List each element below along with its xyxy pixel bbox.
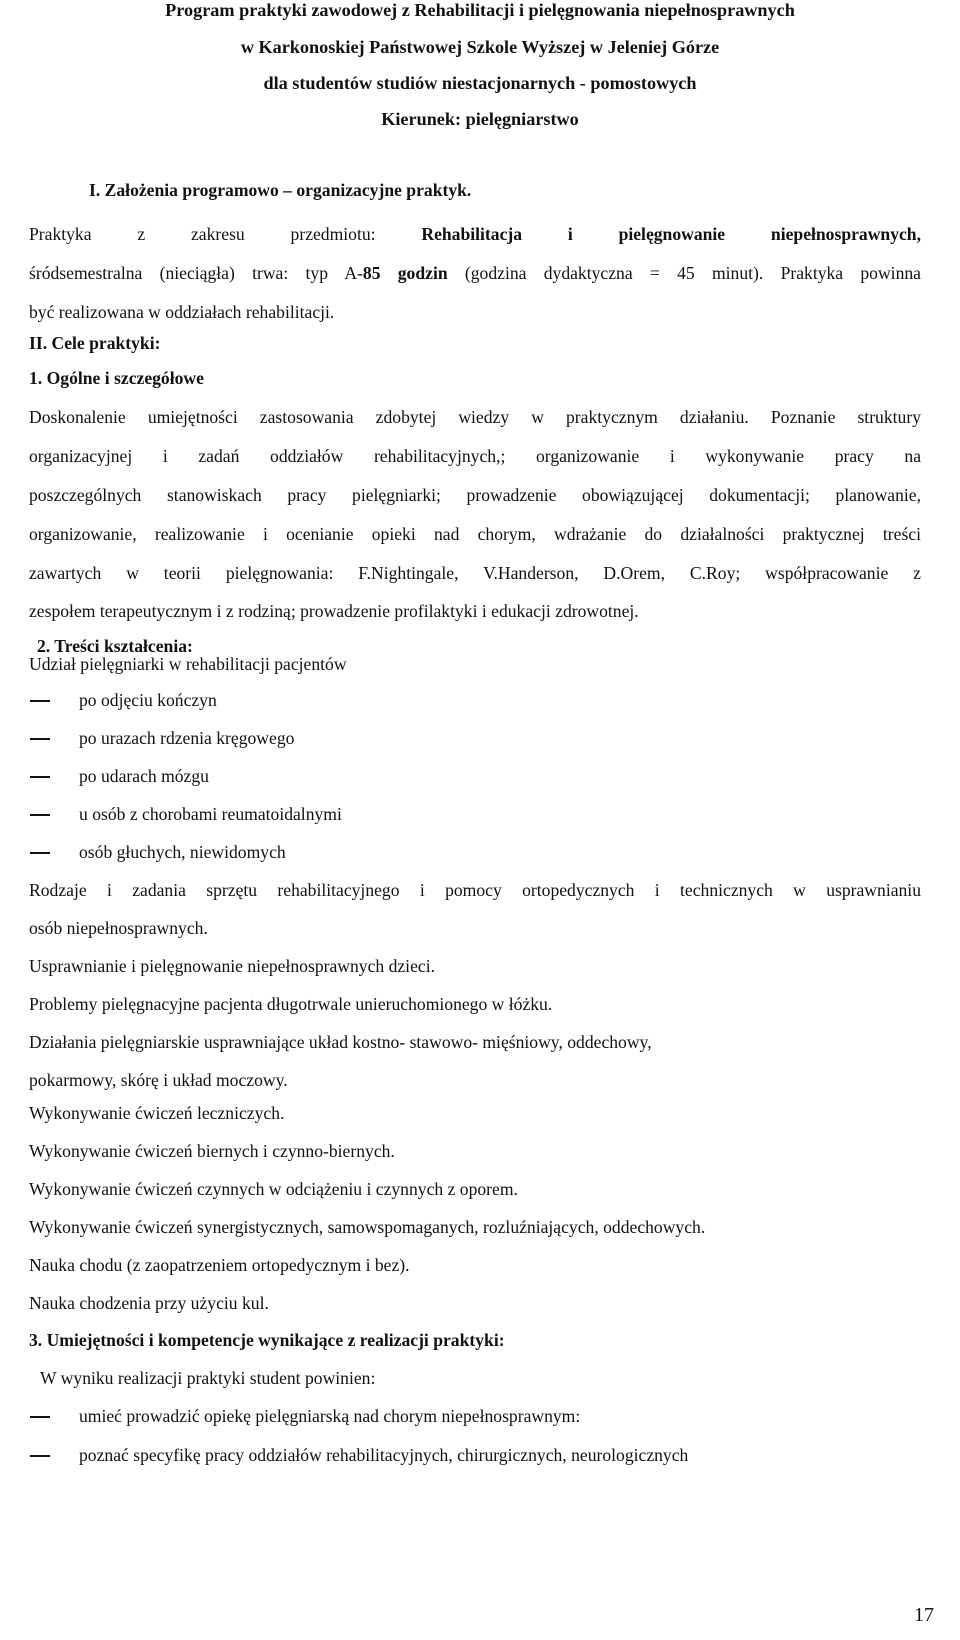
section-1-paragraph-line-2 <box>29 263 921 284</box>
dash-bullet <box>30 1416 50 1418</box>
dash-bullet <box>30 776 50 778</box>
content-line: Wykonywanie ćwiczeń synergistycznych, samowspomaganych, rozluźniających, oddechowych. <box>29 1217 706 1237</box>
goals-line-3: poszczególnych stanowiskach pracy pielęgniarki; prowadzenie obowiązującej dokumentacji; planowanie, <box>29 485 921 505</box>
content-line: Nauka chodu (z zaopatrzeniem ortopedycznym i bez). <box>29 1255 410 1275</box>
section-1-text: śródsemestralna (nieciągła) trwa: typ A- <box>29 263 363 283</box>
section-1-heading: I. Założenia programowo – organizacyjne praktyk. <box>89 180 472 200</box>
list-item: po urazach rdzenia kręgowego <box>79 728 295 748</box>
section-1-text: (godzina dydaktyczna = 45 minut). Praktyka powinna <box>447 263 921 283</box>
goals-line-6: zespołem terapeutycznym i z rodziną; prowadzenie profilaktyki i edukacji zdrowotnej. <box>29 601 639 621</box>
subsection-1-heading: 1. Ogólne i szczegółowe <box>29 368 204 388</box>
content-line: osób niepełnosprawnych. <box>29 918 208 938</box>
goals-line-5: zawartych w teorii pielęgnowania: F.Nightingale, V.Handerson, D.Orem, C.Roy; współpracowanie z <box>29 563 921 583</box>
header-line-1: Program praktyki zawodowej z Rehabilitacji i pielęgnowania niepełnosprawnych <box>165 0 795 20</box>
subsection-3-heading: 3. Umiejętności i kompetencje wynikające z realizacji praktyki: <box>29 1330 505 1350</box>
content-line: Działania pielęgniarskie usprawniające układ kostno- stawowo- mięśniowy, oddechowy, <box>29 1032 652 1052</box>
content-line: pokarmowy, skórę i układ moczowy. <box>29 1070 288 1090</box>
header-line-4: Kierunek: pielęgniarstwo <box>381 109 579 129</box>
section-1-paragraph-line-3: być realizowana w oddziałach rehabilitacji. <box>29 302 335 322</box>
skills-intro: W wyniku realizacji praktyki student powinien: <box>40 1368 376 1388</box>
goals-line-4: organizowanie, realizowanie i ocenianie opieki nad chorym, wdrażanie do działalności praktycznej treści <box>29 524 921 544</box>
content-intro: Udział pielęgniarki w rehabilitacji pacjentów <box>29 654 347 674</box>
list-item: po udarach mózgu <box>79 766 209 786</box>
section-1-text: Praktyka z zakresu przedmiotu: <box>29 224 422 244</box>
content-line: Problemy pielęgnacyjne pacjenta długotrwale unieruchomionego w łóżku. <box>29 994 553 1014</box>
list-item: po odjęciu kończyn <box>79 690 217 710</box>
section-2-heading: II. Cele praktyki: <box>29 333 161 353</box>
goals-line-1: Doskonalenie umiejętności zastosowania zdobytej wiedzy w praktycznym działaniu. Poznanie struktury <box>29 407 921 427</box>
dash-bullet <box>30 738 50 740</box>
list-item: poznać specyfikę pracy oddziałów rehabilitacyjnych, chirurgicznych, neurologicznych <box>79 1445 689 1465</box>
subject-name: Rehabilitacja i pielęgnowanie niepełnosprawnych, <box>421 224 921 244</box>
dash-bullet <box>30 852 50 854</box>
dash-bullet <box>30 1455 50 1457</box>
content-line: Nauka chodzenia przy użyciu kul. <box>29 1293 269 1313</box>
content-line: Usprawnianie i pielęgnowanie niepełnosprawnych dzieci. <box>29 956 435 976</box>
subsection-2-heading: 2. Treści kształcenia: <box>37 636 193 656</box>
header-line-2: w Karkonoskiej Państwowej Szkole Wyższej w Jeleniej Górze <box>240 37 720 57</box>
hours-value: 85 godzin <box>362 263 448 283</box>
list-item: u osób z chorobami reumatoidalnymi <box>79 804 342 824</box>
dash-bullet <box>30 700 50 702</box>
page-number: 17 <box>914 1604 934 1626</box>
header-line-3: dla studentów studiów niestacjonarnych - pomostowych <box>263 73 697 93</box>
list-item: umieć prowadzić opiekę pielęgniarską nad chorym niepełnosprawnym: <box>79 1406 581 1426</box>
content-line: Wykonywanie ćwiczeń leczniczych. <box>29 1103 285 1123</box>
list-item: osób głuchych, niewidomych <box>79 842 286 862</box>
section-1-paragraph-line-1 <box>29 224 921 245</box>
goals-line-2: organizacyjnej i zadań oddziałów rehabilitacyjnych,; organizowanie i wykonywanie pracy na <box>29 446 921 466</box>
content-line: Wykonywanie ćwiczeń biernych i czynno-biernych. <box>29 1141 395 1161</box>
content-line: Wykonywanie ćwiczeń czynnych w odciążeniu i czynnych z oporem. <box>29 1179 518 1199</box>
content-line: Rodzaje i zadania sprzętu rehabilitacyjnego i pomocy ortopedycznych i technicznych w usprawnianiu <box>29 880 921 900</box>
dash-bullet <box>30 814 50 816</box>
